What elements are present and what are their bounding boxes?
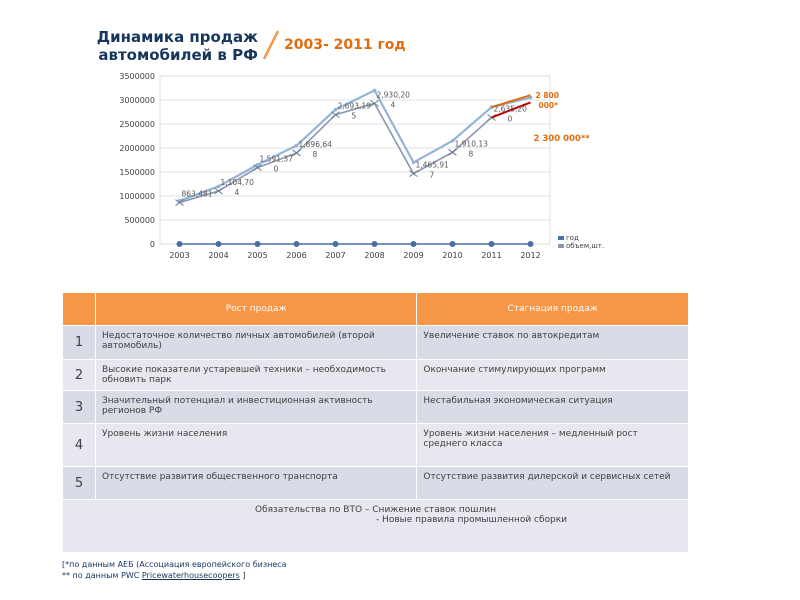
y-tick-label: 0 [149, 240, 155, 249]
data-label: 2,693,19 [337, 101, 371, 111]
sales-line-chart [100, 70, 660, 275]
data-label: 5 [351, 111, 357, 121]
y-tick-label: 3000000 [119, 96, 155, 105]
y-tick-label: 2500000 [119, 120, 155, 129]
stagnation-cell: Отсутствие развития дилерской и сервисных сетей [417, 467, 689, 500]
data-label: 7 [429, 170, 435, 180]
footnote-1: [*по данным АЕБ (Ассоциация европейского бизнеса [62, 560, 287, 569]
data-point [449, 149, 457, 155]
stagnation-cell: Окончание стимулирующих программ [417, 360, 689, 391]
data-label: 1,104,70 [220, 177, 254, 187]
y-tick-label: 2000000 [119, 144, 155, 153]
data-label: 8 [468, 149, 474, 159]
table-row [63, 424, 689, 467]
title-line-2: автомобилей в РФ [98, 46, 258, 64]
x-tick-label: 2007 [325, 251, 346, 260]
wto-line-2: - Новые правила промышленной сборки [375, 515, 568, 525]
data-label: 1,910,13 [454, 139, 488, 149]
stagnation-cell: Уровень жизни населения – медленный рост среднего класса [417, 424, 689, 467]
footnote-2-suffix: ] [239, 571, 246, 580]
forecast-label-1: 2 800 [535, 91, 559, 101]
footnote-2-prefix: ** по данным PWC [62, 571, 142, 580]
data-label: 4 [390, 100, 396, 110]
x-tick-label: 2003 [169, 251, 190, 260]
forecast-label-1b: 000* [538, 101, 559, 111]
data-label: 0 [507, 114, 513, 124]
header-num [63, 293, 96, 326]
legend-key-volume [558, 244, 564, 248]
decorative-slash [262, 30, 280, 60]
data-point [528, 241, 534, 247]
x-tick-label: 2011 [481, 251, 502, 260]
data-point [255, 241, 261, 247]
row-number: 4 [63, 424, 96, 467]
y-tick-label: 3500000 [119, 72, 155, 81]
growth-cell: Недостаточное количество личных автомобилей (второй автомобиль) [96, 326, 417, 360]
x-tick-label: 2008 [364, 251, 385, 260]
data-label: 8 [312, 149, 318, 159]
legend-label-year: год [566, 234, 579, 242]
footnotes [62, 559, 287, 581]
footnote-2 [62, 570, 287, 581]
data-point [450, 241, 456, 247]
y-tick-label: 1500000 [119, 168, 155, 177]
stagnation-cell: Увеличение ставок по автокредитам [417, 326, 689, 360]
data-label: 4 [234, 187, 240, 197]
x-tick-label: 2010 [442, 251, 463, 260]
years-heading: 2003- 2011 год [284, 37, 406, 53]
table-row [63, 360, 689, 391]
series-line-2 [180, 103, 492, 202]
growth-cell: Высокие показатели устаревшей техники – необходимость обновить парк [96, 360, 417, 391]
pwc-link[interactable]: Pricewaterhousecoopers [141, 571, 240, 580]
data-point [489, 241, 495, 247]
header-stagnation: Стагнация продаж [417, 293, 689, 326]
stagnation-cell: Нестабильная экономическая ситуация [417, 391, 689, 424]
data-label: 1,465,91 [415, 160, 449, 170]
row-number: 3 [63, 391, 96, 424]
data-point [333, 241, 339, 247]
growth-cell: Уровень жизни населения [96, 424, 417, 467]
data-label: 0 [273, 164, 279, 174]
data-point [411, 241, 417, 247]
page-title [50, 28, 258, 64]
data-label: 1,591,37 [259, 154, 293, 164]
forecast-label-2: 2 300 000** [533, 134, 590, 145]
data-label: 1,896,64 [298, 139, 332, 149]
y-tick-label: 500000 [124, 216, 155, 225]
legend-key-year [558, 236, 564, 240]
factors-table [62, 292, 689, 553]
data-point [294, 241, 300, 247]
table-row [63, 467, 689, 500]
y-tick-label: 1000000 [119, 192, 155, 201]
x-tick-label: 2004 [208, 251, 229, 260]
table-row [63, 326, 689, 360]
growth-cell: Значительный потенциал и инвестиционная активность регионов РФ [96, 391, 417, 424]
data-point [177, 241, 183, 247]
legend-label-volume: объем,шт. [566, 242, 605, 250]
data-label: 2,930,20 [376, 90, 410, 100]
title-line-1: Динамика продаж [96, 28, 258, 46]
x-tick-label: 2012 [520, 251, 541, 260]
data-point [216, 241, 222, 247]
data-point [410, 171, 418, 177]
data-point [372, 241, 378, 247]
header-growth: Рост продаж [96, 293, 417, 326]
wto-line-1: Обязательства по ВТО – Снижение ставок пошлин [254, 505, 496, 515]
row-number: 5 [63, 467, 96, 500]
row-number: 1 [63, 326, 96, 360]
table-row-wto [63, 500, 689, 553]
wto-cell [63, 500, 689, 553]
x-tick-label: 2005 [247, 251, 268, 260]
x-tick-label: 2006 [286, 251, 307, 260]
row-number: 2 [63, 360, 96, 391]
data-label: 863,481 [181, 189, 213, 199]
growth-cell: Отсутствие развития общественного транспорта [96, 467, 417, 500]
data-point [293, 150, 301, 156]
table-row [63, 391, 689, 424]
x-tick-label: 2009 [403, 251, 424, 260]
data-label: 2,635,20 [493, 104, 527, 114]
